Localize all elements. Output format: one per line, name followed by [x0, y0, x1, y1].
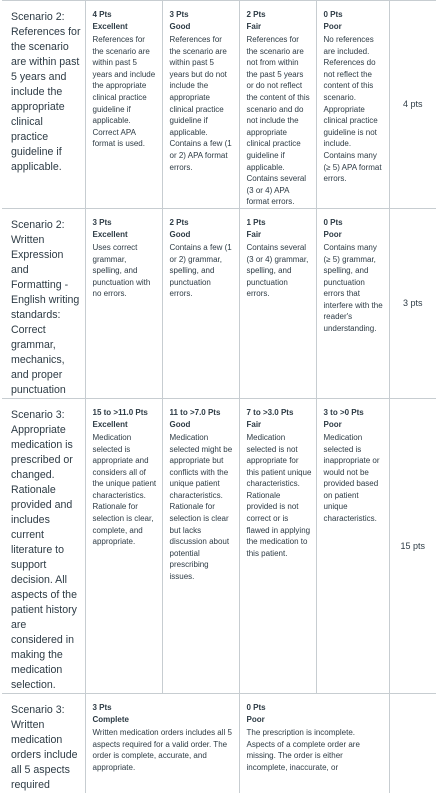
rating-title: Excellent	[92, 22, 128, 31]
rating-description: No references are included. References do not reflect the content of this scenario. Appropriate clinical practice guideline is not include. Contains many (≥ 5) APA format errors.	[323, 35, 382, 184]
rubric-row-orders	[2, 693, 436, 793]
criterion-cell	[2, 208, 85, 398]
rating-description: Medication selected is inappropriate or would not be provided based on patient unique characteristics.	[323, 432, 380, 524]
criterion-points	[389, 693, 436, 793]
rating-cell-poor[interactable]	[239, 693, 389, 793]
rating-cell-excellent[interactable]	[85, 1, 162, 209]
rating-title: Good	[169, 229, 191, 239]
rating-cell-good[interactable]	[162, 208, 239, 398]
rating-title: Good	[169, 419, 191, 429]
rating-points: 0 Pts	[246, 702, 266, 712]
rating-cell-complete[interactable]	[85, 693, 239, 793]
rating-title: Poor	[323, 22, 342, 31]
rating-points: 0 Pts	[323, 217, 343, 227]
rating-points: 3 Pts	[92, 217, 112, 227]
rating-description: Contains a few (1 or 2) grammar, spelling, and punctuation errors.	[169, 242, 232, 299]
rating-points: 7 to >3.0 Pts	[246, 407, 294, 417]
rating-cell-good[interactable]	[162, 398, 239, 693]
rubric-row-medication	[2, 398, 436, 693]
rating-description: Medication selected is appropriate and considers all of the unique patient characteristics. Rationale for selection is clear, complete, and appropriate.	[92, 432, 157, 547]
rating-cell-excellent[interactable]	[85, 208, 162, 398]
rating-description: The prescription is incomplete. Aspects of a complete order are missing. The order is either incomplete, inaccurate, or	[246, 727, 360, 772]
rubric-row-writing	[2, 208, 436, 398]
rating-points: 4 Pts	[92, 10, 112, 19]
criterion-points: 15 pts	[389, 398, 436, 693]
rating-description: Contains many (≥ 5) grammar, spelling, and punctuation errors that interfere with the reader's understanding.	[323, 242, 383, 334]
rating-title: Fair	[246, 229, 262, 239]
rating-title: Fair	[246, 419, 262, 429]
rating-title: Excellent	[92, 229, 128, 239]
rating-cell-poor[interactable]	[316, 398, 389, 693]
rating-cell-excellent[interactable]	[85, 398, 162, 693]
rating-description: Medication selected is not appropriate for this patient unique characteristics. Rationale provided is not correct or is flawed in applying the medication to this patient.	[246, 432, 312, 558]
criterion-points: 3 pts	[389, 208, 436, 398]
rating-points: 1 Pts	[246, 217, 266, 227]
rubric-row-references	[2, 1, 436, 209]
rating-description: Uses correct grammar, spelling, and punctuation with no errors.	[92, 242, 151, 299]
criterion-cell	[2, 1, 85, 209]
rating-description: References for the scenario are within past 5 years and include the appropriate clinical practice guideline if applicable. Correct APA format is used.	[92, 35, 156, 149]
criterion-cell	[2, 693, 85, 793]
rating-points: 3 to >0 Pts	[323, 407, 364, 417]
rating-title: Poor	[323, 229, 342, 239]
rating-points: 3 Pts	[169, 10, 189, 19]
rating-points: 0 Pts	[323, 10, 343, 19]
criterion-points: 4 pts	[389, 1, 436, 209]
rating-title: Good	[169, 22, 191, 31]
rating-description: Written medication orders includes all 5 aspects required for a valid order. The order is complete, accurate, and appropriate.	[92, 727, 232, 772]
rating-cell-poor[interactable]	[316, 1, 389, 209]
criterion-cell	[2, 398, 85, 693]
rating-cell-poor[interactable]	[316, 208, 389, 398]
rating-cell-fair[interactable]	[239, 398, 316, 693]
rubric-table	[2, 0, 436, 793]
rating-description: Medication selected might be appropriate but conflicts with the unique patient characteristics. Rationale for selection is clear but lacks discussion about potential prescribing issues.	[169, 432, 233, 582]
rating-description: References for the scenario are not from within the past 5 years or do not reflect the content of this scenario and do not include the appropriate clinical practice guideline if applicable. Contains several (3 or 4) APA format errors.	[246, 35, 310, 207]
rating-points: 2 Pts	[169, 217, 189, 227]
rating-points: 15 to >11.0 Pts	[92, 407, 148, 417]
rating-cell-fair[interactable]	[239, 1, 316, 209]
rating-title: Complete	[92, 714, 129, 724]
rating-description: References for the scenario are within past 5 years but do not include the appropriate clinical practice guideline if applicable. Contains a few (1 or 2) APA format errors.	[169, 35, 232, 172]
criterion-description: Scenario 2: Written Expression and Formatting - English writing standards: Correct grammar, mechanics, and proper punctuation	[11, 218, 80, 396]
criterion-description: Scenario 3: Appropriate medication is prescribed or changed. Rationale provided and includes current literature to support decision. All aspects of the patient history are considered in making the medication selection.	[11, 408, 77, 691]
rating-title: Excellent	[92, 419, 128, 429]
rating-points: 3 Pts	[92, 702, 112, 712]
rating-cell-good[interactable]	[162, 1, 239, 209]
rating-title: Poor	[323, 419, 342, 429]
rating-title: Fair	[246, 22, 262, 31]
rating-points: 2 Pts	[246, 10, 266, 19]
criterion-description: Scenario 3: Written medication orders include all 5 aspects required	[11, 703, 78, 791]
rating-title: Poor	[246, 714, 265, 724]
rating-cell-fair[interactable]	[239, 208, 316, 398]
rating-points: 11 to >7.0 Pts	[169, 407, 221, 417]
criterion-description: Scenario 2: References for the scenario are within past 5 years and include the appropriate clinical practice guideline if applicable.	[11, 11, 81, 173]
rating-description: Contains several (3 or 4) grammar, spelling, and punctuation errors.	[246, 242, 309, 299]
